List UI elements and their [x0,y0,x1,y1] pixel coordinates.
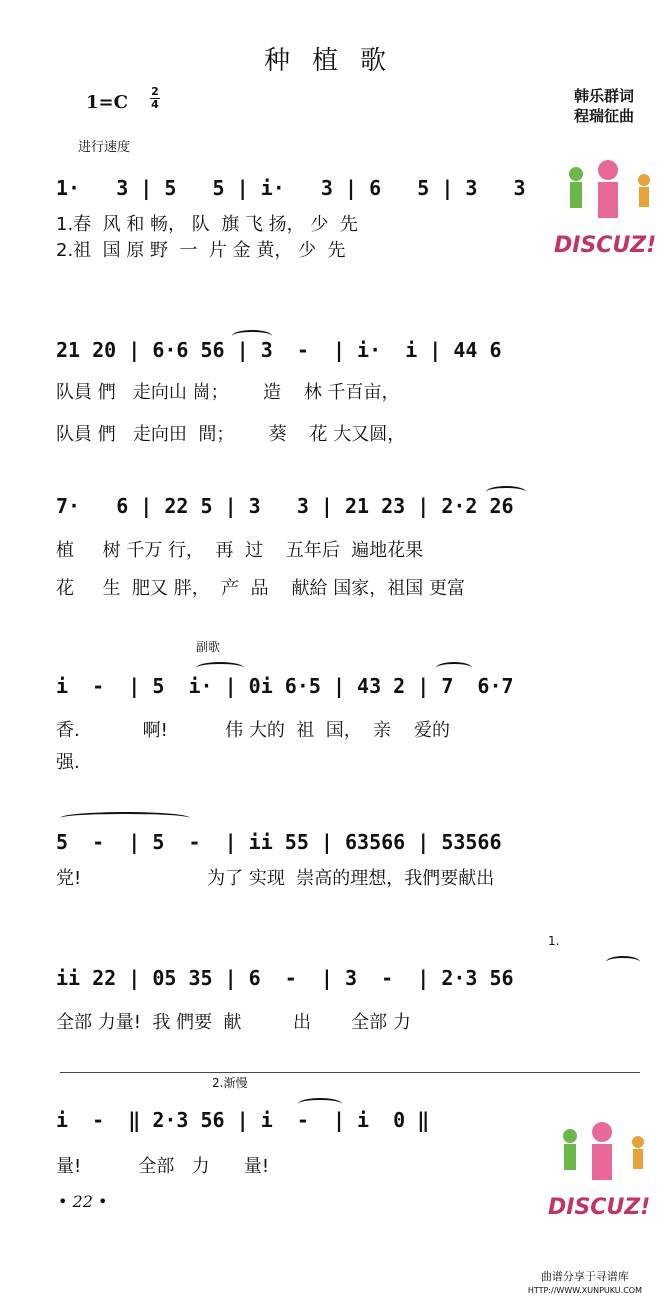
notation-line: 5 - | 5 - | ii 55 | 63566 | 53566 [56,830,502,854]
system-2 [0,332,672,482]
meter-bottom: 4 [151,98,159,111]
lyric-verse-1: 植 树 千万 行， 再 过 五年后 遍地花果 [56,540,424,561]
volta-2-marker: 2.渐慢 [212,1076,248,1090]
composer: 程瑞征曲 [573,107,634,125]
section-marker: 副歌 [196,640,221,654]
page-number: • 22 • [58,1192,108,1211]
lyric-verse-2: 2.祖 国 原 野 一 片 金 黄， 少 先 [56,240,346,261]
system-5 [0,826,672,976]
watermark-text: DISCUZ! [554,233,657,258]
lyric-verse-1: 1.春 风 和 畅， 队 旗 飞 扬， 少 先 [56,214,358,235]
credits [574,86,634,126]
lyricist: 韩乐群词 [573,87,634,105]
notation-line: 21 20 | 6·6 56 | 3 - | i· i | 44 6 [56,338,502,362]
tempo-marking: 进行速度 [78,140,131,155]
tie [60,812,190,824]
page-title: 种植歌 [263,46,408,76]
slur [486,486,526,498]
slur [298,1098,342,1110]
watermark-logo [548,160,668,260]
lyric-verse-1: 香. 啊! 伟 大的 祖 国， 亲 爱的 [56,720,451,741]
slur [606,956,640,968]
notation-line: i - | 5 i· | 0i 6·5 | 43 2 | 7 6·7 [56,674,514,698]
people-icon [542,1122,662,1192]
slur [232,330,272,342]
notation-line: i - ‖ 2·3 56 | i - | i 0 ‖ [56,1108,430,1132]
slur [436,662,472,674]
footer-url: HTTP://WWW.XUNPUKU.COM [527,1286,642,1295]
footer [528,1270,642,1298]
time-signature [150,86,160,111]
lyric-verse-1: 队員 們 走向山 崗； 造 林 千百亩， [56,382,400,403]
notation-line: ii 22 | 05 35 | 6 - | 3 - | 2·3 56 [56,966,514,990]
system-6 [0,962,672,1112]
people-icon [548,160,668,230]
system-3 [0,488,672,638]
notation-line: 1· 3 | 5 5 | i· 3 | 6 5 | 3 3 [56,176,526,200]
key-signature: 1=C [86,92,128,113]
lyric-verse-2: 强. [56,752,80,773]
lyric-verse-2: 队員 們 走向田 間； 葵 花 大又圆， [56,424,406,445]
meter-top: 2 [151,85,159,98]
lyric-verse-1: 全部 力量! 我 們要 献 出 全部 力 [56,1012,411,1033]
lyric-verse-1: 量! 全部 力 量! [56,1156,270,1177]
slur [196,662,244,674]
lyric-verse-1: 党! 为了 实现 崇高的理想，我們要献出 [56,868,495,889]
notation-line: 7· 6 | 22 5 | 3 3 | 21 23 | 2·2 26 [56,494,514,518]
lyric-verse-2: 花 生 肥又 胖， 产 品 献給 国家，祖国 更富 [56,578,465,599]
watermark-text: DISCUZ! [548,1195,651,1220]
volta-bracket-line [60,1072,640,1073]
watermark-logo [542,1122,662,1222]
footer-text: 曲谱分享于寻谱库 [540,1270,629,1283]
system-4 [0,670,672,820]
volta-1-marker: 1. [548,934,560,948]
